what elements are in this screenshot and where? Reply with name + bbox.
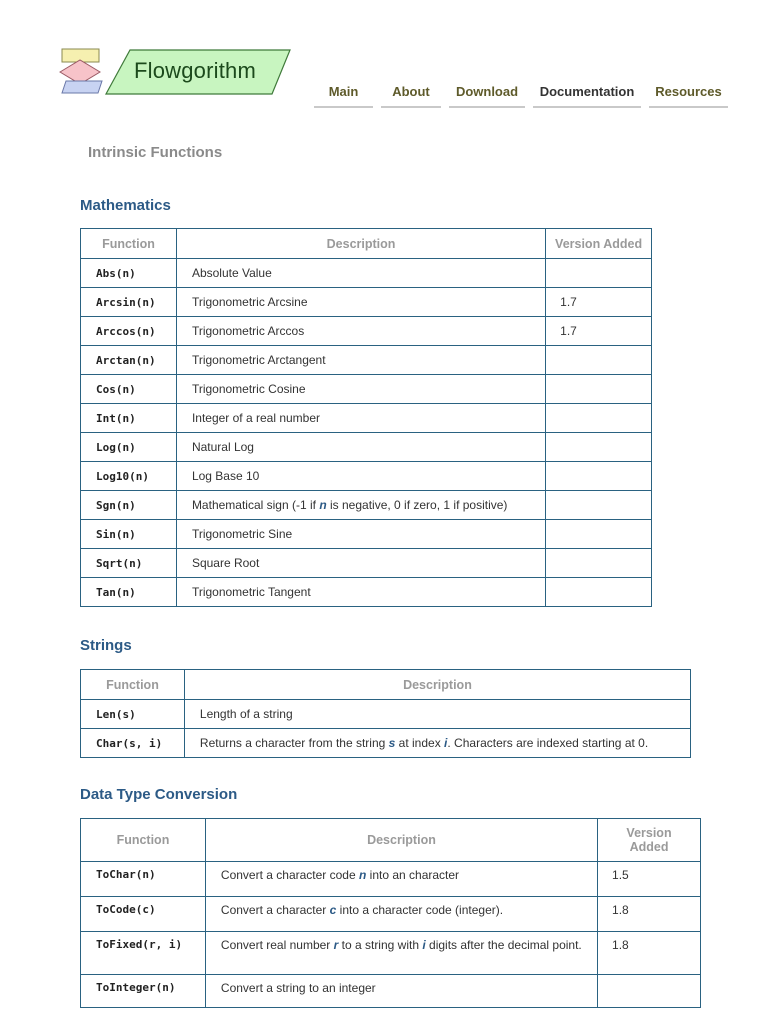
version-added: 1.7 [546, 288, 652, 317]
function-description: Trigonometric Arcsine [176, 288, 545, 317]
version-added [546, 433, 652, 462]
nav-about[interactable]: About [381, 84, 441, 108]
table-row [81, 932, 701, 975]
function-description: Trigonometric Cosine [176, 375, 545, 404]
section-heading-data-type-conversion: Data Type Conversion [80, 786, 238, 803]
function-name: Sin(n) [81, 520, 177, 549]
conversion-table [80, 818, 701, 1008]
table-row [81, 491, 652, 520]
table-row [81, 375, 652, 404]
table-row [81, 433, 652, 462]
nav-resources[interactable]: Resources [649, 84, 728, 108]
nav-documentation[interactable]: Documentation [533, 84, 641, 108]
function-name: Int(n) [81, 404, 177, 433]
version-added [598, 975, 701, 1008]
function-name: Sgn(n) [81, 491, 177, 520]
version-added: 1.8 [598, 932, 701, 975]
function-name: Len(s) [81, 700, 185, 729]
variable-name: r [333, 938, 339, 952]
version-added [546, 549, 652, 578]
version-added [546, 346, 652, 375]
function-name: Log10(n) [81, 462, 177, 491]
function-name: Abs(n) [81, 259, 177, 288]
table-row [81, 259, 652, 288]
function-description [184, 729, 690, 758]
strings-table [80, 669, 691, 758]
logo-wordmark[interactable]: Flowgorithm [134, 58, 257, 83]
function-name: Log(n) [81, 433, 177, 462]
version-added [546, 375, 652, 404]
version-added: 1.5 [598, 862, 701, 897]
table-row [81, 317, 652, 346]
section-heading-strings: Strings [80, 637, 132, 654]
version-added [546, 520, 652, 549]
nav-download[interactable]: Download [449, 84, 525, 108]
table-row [81, 862, 701, 897]
desc-text: . Characters are indexed starting at 0. [447, 736, 649, 750]
function-name: Cos(n) [81, 375, 177, 404]
function-description [205, 932, 597, 975]
function-name: Sqrt(n) [81, 549, 177, 578]
table-row [81, 549, 652, 578]
function-description [176, 491, 545, 520]
version-added [546, 259, 652, 288]
function-description: Length of a string [184, 700, 690, 729]
table-row [81, 578, 652, 607]
column-header-version-added: Version Added [546, 229, 652, 259]
table-header-row [81, 819, 701, 862]
desc-text: at index [395, 736, 445, 750]
desc-text: Convert real number [220, 938, 334, 952]
version-added: 1.8 [598, 897, 701, 932]
function-name: Char(s, i) [81, 729, 185, 758]
function-name: ToChar(n) [81, 862, 206, 897]
desc-text: Returns a character from the string [199, 736, 389, 750]
desc-text: Convert a character [220, 903, 330, 917]
table-header-row [81, 670, 691, 700]
function-description: Absolute Value [176, 259, 545, 288]
function-description: Natural Log [176, 433, 545, 462]
column-header-function: Function [81, 819, 206, 862]
version-added [546, 404, 652, 433]
function-name: Arctan(n) [81, 346, 177, 375]
table-row [81, 404, 652, 433]
table-row [81, 346, 652, 375]
variable-name: i [422, 938, 426, 952]
column-header-function: Function [81, 670, 185, 700]
variable-name: i [444, 736, 448, 750]
desc-text: into a character code (integer). [336, 903, 504, 917]
table-row [81, 729, 691, 758]
table-row [81, 897, 701, 932]
function-description: Log Base 10 [176, 462, 545, 491]
section-heading-mathematics: Mathematics [80, 197, 171, 214]
main-nav [0, 84, 768, 110]
function-name: ToCode(c) [81, 897, 206, 932]
desc-text: digits after the decimal point. [425, 938, 582, 952]
function-description: Trigonometric Arccos [176, 317, 545, 346]
desc-text: to a string with [338, 938, 423, 952]
variable-name: n [319, 498, 327, 512]
column-header-version-added: Version Added [598, 819, 701, 862]
function-name: Arcsin(n) [81, 288, 177, 317]
variable-name: n [358, 868, 367, 882]
desc-text: is negative, 0 if zero, 1 if positive) [326, 498, 508, 512]
column-header-function: Function [81, 229, 177, 259]
column-header-description: Description [205, 819, 597, 862]
function-name: ToInteger(n) [81, 975, 206, 1008]
function-description: Convert a string to an integer [205, 975, 597, 1008]
mathematics-table [80, 228, 652, 607]
nav-main[interactable]: Main [314, 84, 373, 108]
table-row [81, 975, 701, 1008]
version-added [546, 462, 652, 491]
column-header-description: Description [184, 670, 690, 700]
desc-text: into an character [366, 868, 460, 882]
variable-name: c [329, 903, 337, 917]
table-row [81, 520, 652, 549]
function-name: Arccos(n) [81, 317, 177, 346]
version-added [546, 491, 652, 520]
function-description: Trigonometric Sine [176, 520, 545, 549]
table-row [81, 700, 691, 729]
function-description: Trigonometric Arctangent [176, 346, 545, 375]
desc-text: Convert a character code [220, 868, 359, 882]
function-description: Integer of a real number [176, 404, 545, 433]
table-header-row [81, 229, 652, 259]
table-row [81, 462, 652, 491]
variable-name: s [388, 736, 396, 750]
desc-text: Mathematical sign (-1 if [191, 498, 320, 512]
table-row [81, 288, 652, 317]
column-header-description: Description [176, 229, 545, 259]
function-name: Tan(n) [81, 578, 177, 607]
page-title: Intrinsic Functions [88, 144, 223, 161]
function-description: Trigonometric Tangent [176, 578, 545, 607]
function-name: ToFixed(r, i) [81, 932, 206, 975]
version-added [546, 578, 652, 607]
function-description [205, 862, 597, 897]
function-description [205, 897, 597, 932]
function-description: Square Root [176, 549, 545, 578]
version-added: 1.7 [546, 317, 652, 346]
